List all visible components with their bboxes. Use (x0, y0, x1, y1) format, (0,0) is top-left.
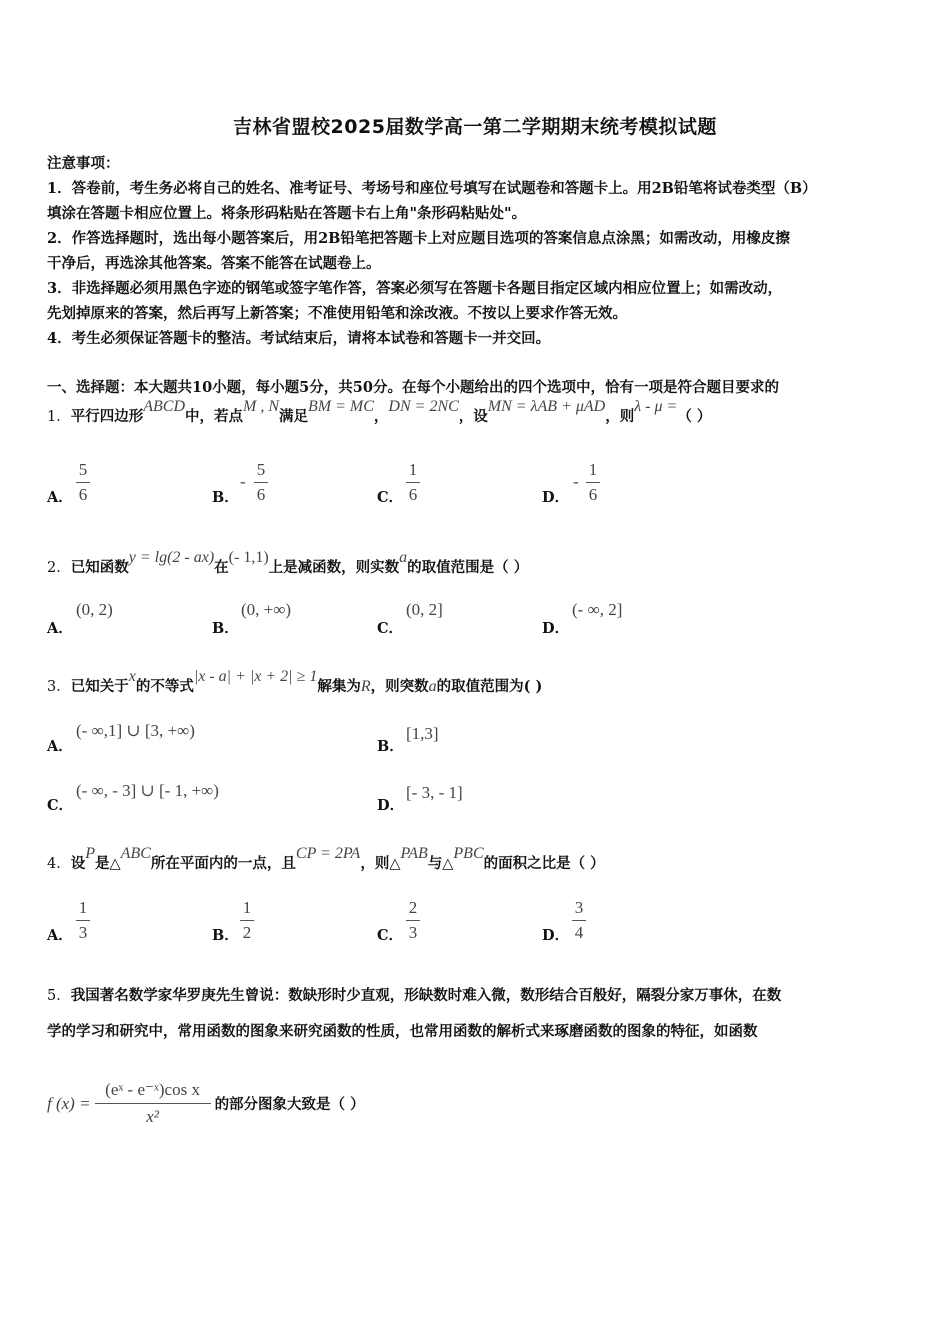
notice-line: 干净后，再选涂其他答案。答案不能答在试题卷上。 (47, 255, 381, 272)
notice-line: 4．考生必须保证答题卡的整洁。考试结束后，请将本试卷和答题卡一并交回。 (47, 330, 551, 347)
option-label: D． (542, 620, 570, 637)
math-expr: x (128, 668, 136, 685)
question-5-line (47, 984, 781, 1005)
option-value: (0, +∞) (241, 600, 292, 619)
option-label: B． (212, 927, 239, 944)
math-expr: R (360, 678, 371, 695)
question-text: （ ） (677, 408, 712, 425)
question-number: 2． (47, 560, 71, 576)
math-expr: BM = MC (308, 398, 374, 415)
math-expr: a (428, 678, 437, 695)
notice-line: 先划掉原来的答案，然后再写上新答案；不准使用铅笔和涂改液。不按以上要求作答无效。 (47, 305, 627, 322)
question-text: 已知函数 (70, 559, 129, 576)
question-text: ，设 (458, 408, 488, 425)
question-number: 5． (47, 988, 71, 1004)
math-expr: λ - μ = (634, 398, 678, 415)
question-text: 的不等式 (135, 678, 194, 695)
question-text: 解集为 (317, 678, 361, 695)
option-label: C． (377, 927, 404, 944)
question-text: 的面积之比是（ ） (483, 855, 605, 872)
math-expr: ABCD (143, 398, 186, 415)
function-lhs: f (x) = (47, 1093, 91, 1113)
option-label: D． (542, 489, 570, 506)
option-fraction: 2 3 (406, 898, 420, 943)
section-heading: 一、选择题：本大题共10小题，每小题5分，共50分。在每个小题给出的四个选项中，恰有一项是符合题目要求的 (47, 379, 779, 396)
option-label: B． (212, 489, 239, 506)
notice-line: 2．作答选择题时，选出每小题答案后，用2B铅笔把答题卡上对应题目选项的答案信息点涂黑；如需改动，用橡皮擦 (47, 230, 790, 247)
question-text: 我国著名数学家华罗庚先生曾说：数缺形时少直观，形缺数时难入微，数形结合百般好，隔裂分家万事休，在数 (70, 987, 782, 1004)
question-text: 与△ (427, 855, 454, 872)
fraction-numerator: (eˣ - e⁻ˣ)cos x (105, 1080, 200, 1099)
option-value: [- 3, - 1] (406, 783, 463, 802)
notice-line: 3．非选择题必须用黑色字迹的钢笔或签字笔作答，答案必须写在答题卡各题目指定区域内相应位置上；如需改动， (47, 280, 783, 297)
math-expr: PBC (453, 845, 484, 862)
question-text: 的取值范围为( ) (436, 678, 543, 695)
question-text: 平行四边形 (70, 408, 144, 425)
question-5-line: 学的学习和研究中，常用函数的图象来研究函数的性质，也常用函数的解析式来琢磨函数的图象的特征，如函数 (47, 1023, 758, 1040)
math-expr: DN = 2NC (388, 398, 459, 415)
option-label: C． (377, 620, 404, 637)
minus-sign: - (240, 472, 246, 491)
question-text: ，则突数 (370, 678, 429, 695)
question-text: 设 (70, 855, 86, 872)
question-text: 满足 (279, 408, 309, 425)
option-value: (- ∞,1] ∪ [3, +∞) (76, 721, 195, 740)
option-fraction: 5 6 (76, 460, 90, 505)
math-expr: |x - a| + |x + 2| ≥ 1 (193, 668, 318, 685)
question-text: ，则 (605, 408, 635, 425)
question-text: 的部分图象大致是（ ） (214, 1096, 365, 1113)
option-value: (- ∞, - 3] ∪ [- 1, +∞) (76, 781, 219, 800)
math-expr: M , N (243, 398, 280, 415)
math-expr: y = lg(2 - ax) (128, 549, 215, 566)
notice-line: 1．答卷前，考生务必将自己的姓名、准考证号、考场号和座位号填写在试题卷和答题卡上。用2B铅笔将试卷类型（B） (47, 180, 817, 197)
option-label: A． (47, 927, 73, 944)
option-label: A． (47, 489, 73, 506)
option-fraction: 1 2 (240, 898, 254, 943)
fraction-denominator: x² (146, 1107, 159, 1126)
question-number: 3． (47, 679, 71, 695)
math-expr: CP = 2PA (295, 845, 361, 862)
option-label: A． (47, 738, 73, 755)
question-text: 中，若点 (185, 408, 244, 425)
question-4 (47, 845, 605, 873)
fraction-bar (95, 1103, 211, 1104)
option-value: (- ∞, 2] (572, 600, 623, 619)
math-expr: ABC (120, 845, 151, 862)
option-label: D． (542, 927, 570, 944)
option-value: (0, 2) (76, 600, 113, 619)
minus-sign: - (573, 472, 579, 491)
math-expr: a (399, 549, 408, 566)
question-3 (47, 668, 543, 696)
option-label: D． (377, 797, 405, 814)
question-text: 所在平面内的一点，且 (150, 855, 296, 872)
notice-line: 填涂在答题卡相应位置上。将条形码粘贴在答题卡右上角"条形码粘贴处"。 (47, 205, 527, 222)
option-label: C． (47, 797, 74, 814)
option-fraction: 1 6 (586, 460, 600, 505)
math-expr: P (85, 845, 96, 862)
option-label: A． (47, 620, 73, 637)
page-title: 吉林省盟校2025届数学高一第二学期期末统考模拟试题 (233, 116, 717, 138)
question-text: 已知关于 (70, 678, 129, 695)
math-expr: (- 1,1) (228, 549, 269, 566)
option-label: B． (212, 620, 239, 637)
question-text: 上是减函数，则实数 (268, 559, 400, 576)
question-text: 在 (214, 559, 229, 576)
option-fraction: 5 6 (254, 460, 268, 505)
question-number: 4． (47, 856, 71, 872)
option-fraction: 1 3 (76, 898, 90, 943)
option-value: (0, 2] (406, 600, 443, 619)
function-formula (47, 1080, 365, 1127)
option-label: B． (377, 738, 404, 755)
math-expr: MN = λAB + μAD (487, 398, 606, 415)
question-text: ， (373, 408, 389, 425)
option-fraction: 3 4 (572, 898, 586, 943)
option-fraction: 1 6 (406, 460, 420, 505)
notice-heading: 注意事项： (47, 155, 120, 172)
option-value: [1,3] (406, 724, 439, 743)
question-text: 的取值范围是（ ） (407, 559, 529, 576)
question-2 (47, 549, 529, 577)
question-number: 1． (47, 409, 71, 425)
option-label: C． (377, 489, 404, 506)
question-text: ，则△ (360, 855, 401, 872)
math-expr: PAB (400, 845, 428, 862)
question-1 (47, 398, 712, 426)
question-text: 是△ (95, 855, 121, 872)
